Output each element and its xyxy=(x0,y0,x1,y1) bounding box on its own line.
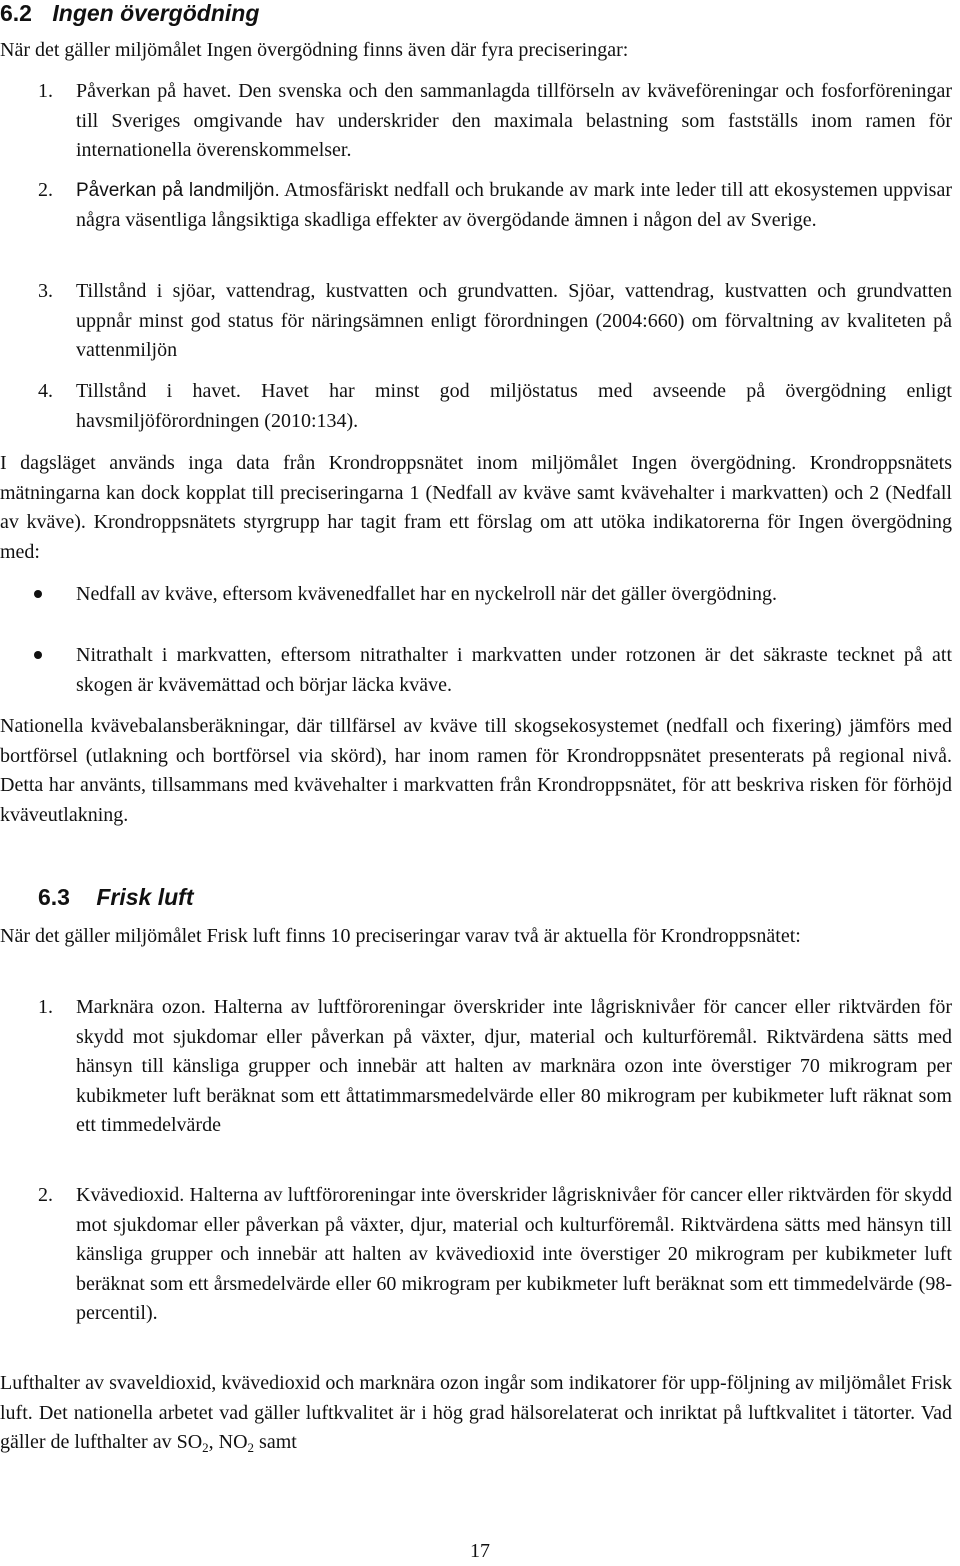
paragraph: I dagsläget används inga data från Krondroppsnätet inom miljömålet Ingen övergödning. Krondroppsnätets mätningarna kan dock kopplat till preciseringarna 1 (Nedfall av kväve samt kvävehalter i markvatten) och 2 (Nedfall av kväve). Krondroppsnätets styrgrupp har tagit fram ett förslag om att utöka indikatorerna för Ingen övergödning med: xyxy=(0,452,952,563)
list-marker: 2. xyxy=(38,1184,53,1206)
paragraph-text: samt xyxy=(254,1431,297,1453)
list-item xyxy=(38,277,953,366)
section-intro: När det gäller miljömålet Ingen övergödning finns även där fyra preciseringar: xyxy=(0,39,629,61)
list-marker: 1. xyxy=(38,996,53,1018)
section-heading-6-3 xyxy=(38,884,194,911)
section-number: 6.3 xyxy=(38,884,70,910)
section-heading-6-2 xyxy=(0,0,259,27)
paragraph-text: Lufthalter av svaveldioxid, kvävedioxid och marknära ozon ingår som indikatorer för upp-följning av miljömålet Frisk luft. Det nationella arbetet vad gäller luftkvalitet är i hög grad hälsorelaterat och inriktat på luftkvalitet i tätorter. Vad gäller de lufthalter av SO xyxy=(0,1372,952,1453)
item-text: Atmosfäriskt nedfall och brukande av mark inte leder till att ekosystemen uppvisar några väsentliga långsiktiga skadliga effekter av övergödande ämnen i någon del av Sverige. xyxy=(76,179,952,231)
paragraph-text: , NO xyxy=(208,1431,248,1453)
paragraph: Nationella kvävebalansberäkningar, där tillfärsel av kväve till skogsekosystemet (nedfall och fixering) jämförs med bortförsel (utlakning och bortförsel via skörd), har inom ramen för Krondroppsnätet presenterats på regional nivå. Detta har använts, tillsammans med kvävehalter i markvatten från Krondroppsnätet, för att beskriva risken för förhöjd kväveutlakning. xyxy=(0,715,952,826)
item-lead: Tillstånd i havet. xyxy=(76,380,241,402)
bullet-text: Nedfall av kväve, eftersom kvävenedfallet har en nyckelroll när det gäller övergödning. xyxy=(76,583,778,605)
item-lead: Påverkan på landmiljön. xyxy=(76,180,280,201)
section-number: 6.2 xyxy=(0,0,32,26)
section-intro: När det gäller miljömålet Frisk luft finns 10 preciseringar varav två är aktuella för Krondroppsnätet: xyxy=(0,925,801,947)
item-lead: Påverkan på havet. xyxy=(76,80,232,102)
bullet-item xyxy=(76,580,952,610)
item-text: Den svenska och den sammanlagda tillförseln av kväveföreningar och fosforföreningar till Sveriges omgivande hav underskrider den maximala belastning som fastställs inom ramen för internationella överenskommelser. xyxy=(76,80,952,161)
item-text: Sjöar, vattendrag, kustvatten och grundvatten uppnår minst god status för näringsämnen enligt förordningen (2004:660) om förvaltning av kvaliteten på vattenmiljön xyxy=(76,280,953,361)
paragraph xyxy=(0,1369,952,1458)
bullet-icon xyxy=(34,651,42,659)
list-marker: 1. xyxy=(38,80,53,102)
list-marker: 3. xyxy=(38,280,53,302)
bullet-icon xyxy=(34,590,42,598)
section-title: Ingen övergödning xyxy=(52,0,260,26)
list-item xyxy=(38,77,952,166)
section-title: Frisk luft xyxy=(96,884,194,910)
bullet-text: Nitrathalt i markvatten, eftersom nitrathalter i markvatten under rotzonen är det säkraste tecknet på att skogen är kvävemättad och börjar läcka kväve. xyxy=(76,644,952,696)
subscript: 2 xyxy=(202,1440,209,1455)
list-marker: 2. xyxy=(38,179,53,201)
item-text: Havet har minst god miljöstatus med avseende på övergödning enligt havsmiljöförordningen (2010:134). xyxy=(76,380,952,432)
item-text: Kvävedioxid. Halterna av luftföroreningar inte överskrider lågrisknivåer för cancer eller riktvärden för skydd mot sjukdomar eller påverkan på växter, djur, material och kulturföremål. Riktvärdena sätts med hänsyn till känsliga grupper och innebär att halten av kvävedioxid inte överstiger 20 mikrogram per kubikmeter luft beräknat som ett årsmedelvärde eller 60 mikrogram per kubikmeter luft beräknat som ett timmedelvärde (98-percentil). xyxy=(76,1184,952,1324)
list-item xyxy=(38,1181,952,1329)
list-item xyxy=(38,993,952,1141)
list-marker: 4. xyxy=(38,380,53,402)
item-lead: Tillstånd i sjöar, vattendrag, kustvatten och grundvatten. xyxy=(76,280,558,302)
page-number: 17 xyxy=(470,1540,490,1562)
list-item xyxy=(38,176,952,235)
subscript: 2 xyxy=(247,1440,255,1455)
list-item xyxy=(38,377,952,436)
bullet-item xyxy=(76,641,952,700)
item-text: Marknära ozon. Halterna av luftföroreningar överskrider inte lågrisknivåer för cancer eller riktvärden för skydd mot sjukdomar eller påverkan på växter, djur, material och kulturföremål. Riktvärdena sätts med hänsyn till känsliga grupper och innebär att halten av marknära ozon inte överstiger 70 mikrogram per kubikmeter luft beräknat som ett åttatimmarsmedelvärde eller 80 mikrogram per kubikmeter luft räknat som ett timmedelvärde xyxy=(76,996,952,1136)
